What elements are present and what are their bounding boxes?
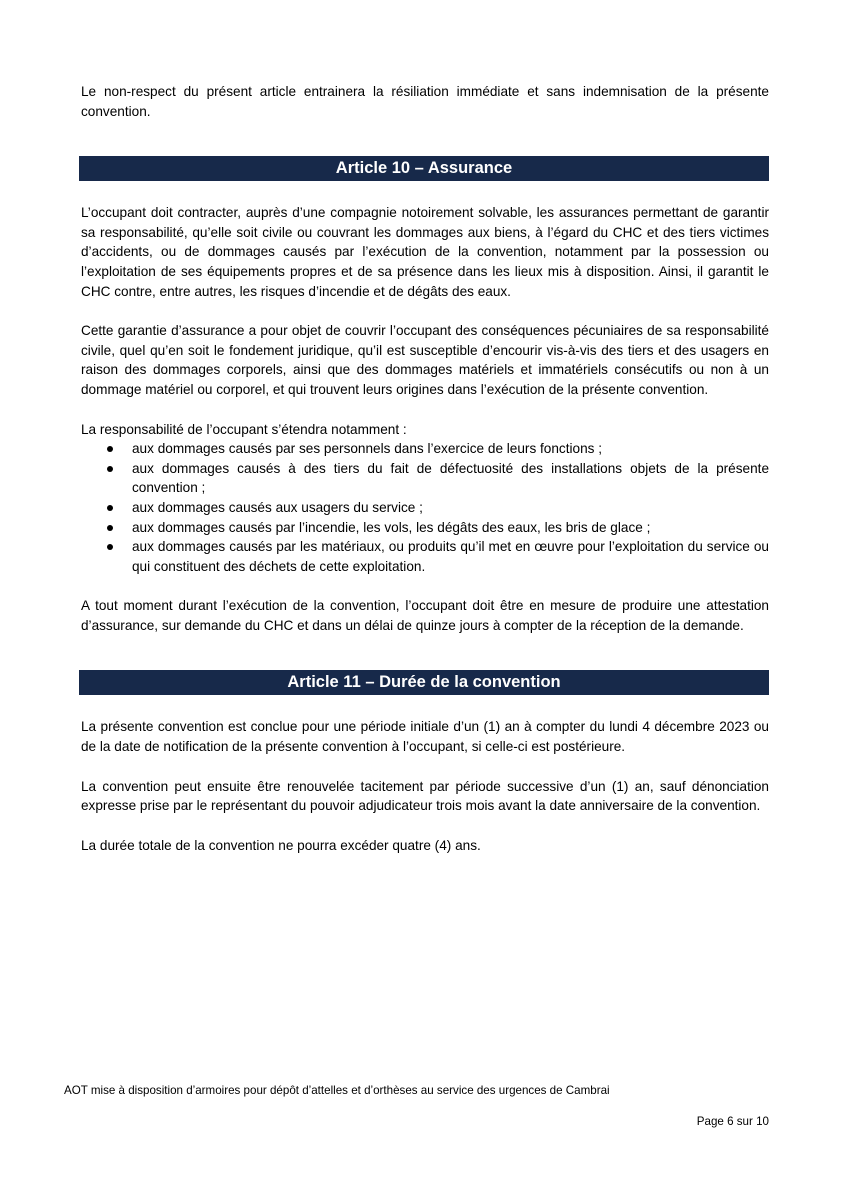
article-10-paragraph-4: A tout moment durant l’exécution de la convention, l’occupant doit être en mesure de produire une attestation d’assurance, sur demande du CHC et dans un délai de quinze jours à compter de la réception de la demande.: [81, 598, 769, 633]
bullet-icon: [107, 466, 113, 472]
article-10-paragraph-1: L’occupant doit contracter, auprès d’une compagnie notoirement solvable, les assurances permettant de garantir sa responsabilité, qu’elle soit civile ou couvrant les dommages aux biens, à l’égard du CHC et des tiers victimes d’accidents, ou de dommages causés par l’exécution de la convention, notamment par la possession ou l’exploitation de ses équipements propres et de sa présence dans les lieux mis à disposition. Ainsi, il garantit le CHC contre, entre autres, les risques d’incendie et de dégâts des eaux.: [81, 205, 769, 299]
list-item: aux dommages causés par l’incendie, les vols, les dégâts des eaux, les bris de glace ;: [81, 518, 769, 538]
list-item: aux dommages causés par les matériaux, ou produits qu’il met en œuvre pour l’exploitation du service ou qui constituent des déchets de cette exploitation.: [81, 537, 769, 576]
bullet-icon: [107, 525, 113, 531]
liability-list: [81, 439, 769, 576]
article-11-paragraph-1: La présente convention est conclue pour une période initiale d’un (1) an à compter du lundi 4 décembre 2023 ou de la date de notification de la présente convention à l’occupant, si celle-ci est postérieure.: [81, 719, 769, 755]
list-item: aux dommages causés par ses personnels dans l’exercice de leurs fonctions ;: [81, 439, 769, 459]
article-10-header: Article 10 – Assurance: [79, 156, 769, 181]
list-item: aux dommages causés à des tiers du fait de défectuosité des installations objets de la présente convention ;: [81, 459, 769, 498]
article-10-paragraph-3: La responsabilité de l’occupant s’étendra notamment :: [81, 421, 407, 437]
footer-document-title: AOT mise à disposition d’armoires pour dépôt d’attelles et d’orthèses au service des urgences de Cambrai: [64, 1084, 610, 1097]
page-number: Page 6 sur 10: [696, 1115, 769, 1128]
article-11-paragraph-3: La durée totale de la convention ne pourra excéder quatre (4) ans.: [81, 837, 481, 853]
article-10-paragraph-2: Cette garantie d’assurance a pour objet de couvrir l’occupant des conséquences pécuniaires de sa responsabilité civile, quel qu’en soit le fondement juridique, qu’il est susceptible d’encourir vis-à-vis des tiers et des usagers en raison des dommages corporels, ainsi que des dommages matériels et immatériels consécutifs ou non à un dommage matériel ou corporel, et qui trouvent leurs origines dans l’exécution de la présente convention.: [81, 323, 769, 397]
document-body: [81, 82, 769, 855]
bullet-icon: [107, 544, 113, 550]
article-11-paragraph-2: La convention peut ensuite être renouvelée tacitement par période successive d’un (1) an, sauf dénonciation expresse prise par le représentant du pouvoir adjudicateur trois mois avant la date anniversaire de la convention.: [81, 778, 769, 814]
intro-paragraph: Le non-respect du présent article entrainera la résiliation immédiate et sans indemnisation de la présente convention.: [81, 84, 769, 119]
article-11-header: Article 11 – Durée de la convention: [79, 670, 769, 695]
list-item: aux dommages causés aux usagers du service ;: [81, 498, 769, 518]
bullet-icon: [107, 505, 113, 511]
bullet-icon: [107, 446, 113, 452]
